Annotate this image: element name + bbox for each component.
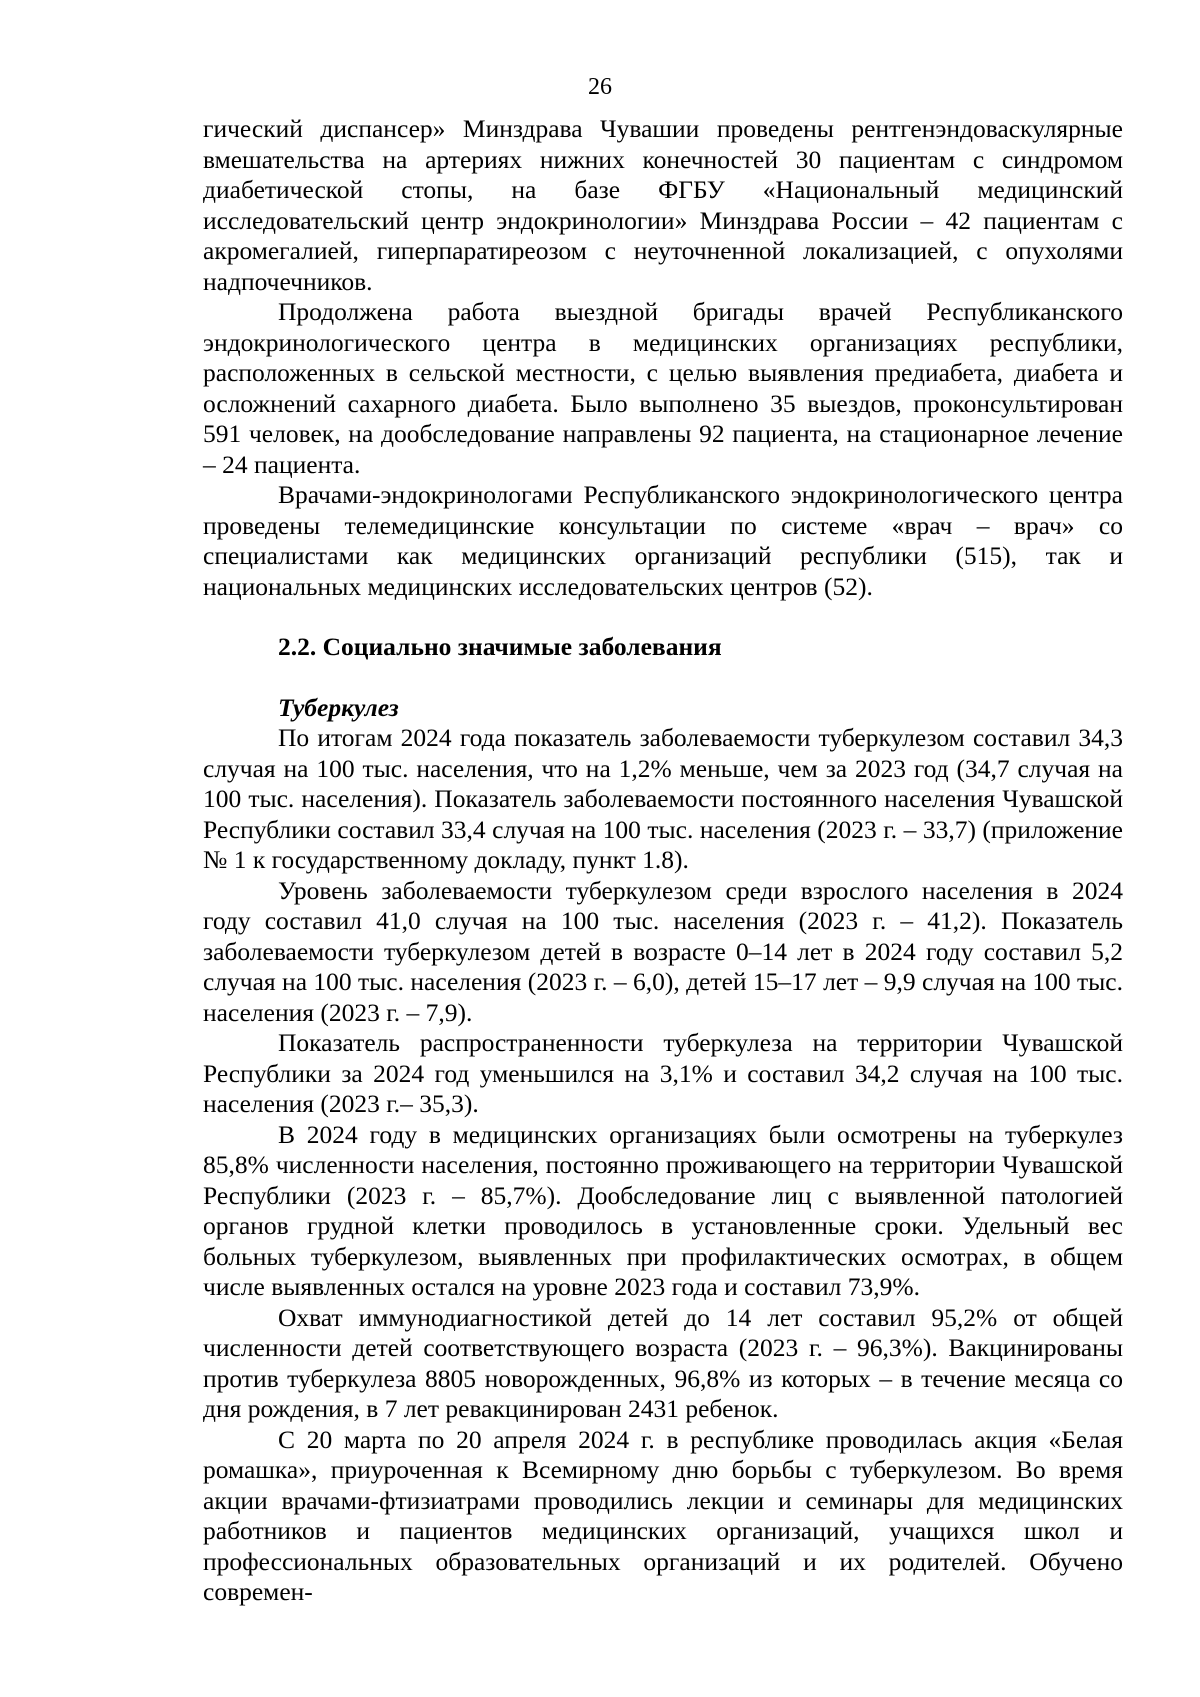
paragraph-field-brigade: Продолжена работа выездной бригады врачей Республиканского эндокринологического центра в медицинских организациях республики, расположенных в сельской местности, с целью выявления предиабета, диабета и осложнений сахарного диабета. Было выполнено 35 выездов, проконсультирован 591 человек, на дообследование направлены 92 пациента, на стационарное лечение – 24 пациента.: [203, 297, 1123, 479]
paragraph-continuation: гический диспансер» Минздрава Чувашии проведены рентгенэндоваскулярные вмешательства на артериях нижних конечностей 30 пациентам с синдромом диабетической стопы, на базе ФГБУ «Национальный медицинский исследовательский центр эндокринологии» Минздрава России – 42 пациентам с акромегалией, гиперпаратиреозом с неуточненной локализацией, с опухолями надпочечников.: [203, 114, 1123, 296]
page-number: 26: [588, 74, 612, 100]
page-content: [203, 114, 1123, 1608]
paragraph-white-chamomile: С 20 марта по 20 апреля 2024 г. в республике проводилась акция «Белая ромашка», приуроченная к Всемирному дню борьбы с туберкулезом. Во время акции врачами-фтизиатрами проводились лекции и семинары для медицинских работников и пациентов медицинских организаций, учащихся школ и профессиональных образовательных организаций и их родителей. Обучено современ-: [203, 1424, 1123, 1606]
paragraph-tb-adults-children: Уровень заболеваемости туберкулезом среди взрослого населения в 2024 году составил 41,0 случая на 100 тыс. населения (2023 г. – 41,2). Показатель заболеваемости туберкулезом детей в возрасте 0–14 лет в 2024 году составил 5,2 случая на 100 тыс. населения (2023 г. – 6,0), детей 15–17 лет – 9,9 случая на 100 тыс. населения (2023 г. – 7,9).: [203, 875, 1123, 1027]
paragraph-tb-incidence: По итогам 2024 года показатель заболеваемости туберкулезом составил 34,3 случая на 100 тыс. населения, что на 1,2% меньше, чем за 2023 год (34,7 случая на 100 тыс. населения). Показатель заболеваемости постоянного населения Чувашской Республики составил 33,4 случая на 100 тыс. населения (2023 г. – 33,7) (приложение № 1 к государственному докладу, пункт 1.8).: [203, 723, 1123, 874]
paragraph-telemedicine: Врачами-эндокринологами Республиканского эндокринологического центра проведены телемедицинские консультации по системе «врач – врач» со специалистами как медицинских организаций республики (515), так и национальных медицинских исследовательских центров (52).: [203, 480, 1123, 601]
subsection-heading: Туберкулез: [278, 692, 399, 722]
section-heading: 2.2. Социально значимые заболевания: [278, 632, 722, 661]
paragraph-tb-immunodiagnostics: Охват иммунодиагностикой детей до 14 лет составил 95,2% от общей численности детей соответствующего возраста (2023 г. – 96,3%). Вакцинированы против туберкулеза 8805 новорожденных, 96,8% из которых – в течение месяца со дня рождения, в 7 лет ревакцинирован 2431 ребенок.: [203, 1302, 1123, 1423]
paragraph-tb-prevalence: Показатель распространенности туберкулеза на территории Чувашской Республики за 2024 год уменьшился на 3,1% и составил 34,2 случая на 100 тыс. населения (2023 г.– 35,3).: [203, 1028, 1123, 1118]
paragraph-tb-screening: В 2024 году в медицинских организациях были осмотрены на туберкулез 85,8% численности населения, постоянно проживающего на территории Чувашской Республики (2023 г. – 85,7%). Дообследование лиц с выявленной патологией органов грудной клетки проводилось в установленные сроки. Удельный вес больных туберкулезом, выявленных при профилактических осмотрах, в общем числе выявленных остался на уровне 2023 года и составил 73,9%.: [203, 1119, 1123, 1301]
